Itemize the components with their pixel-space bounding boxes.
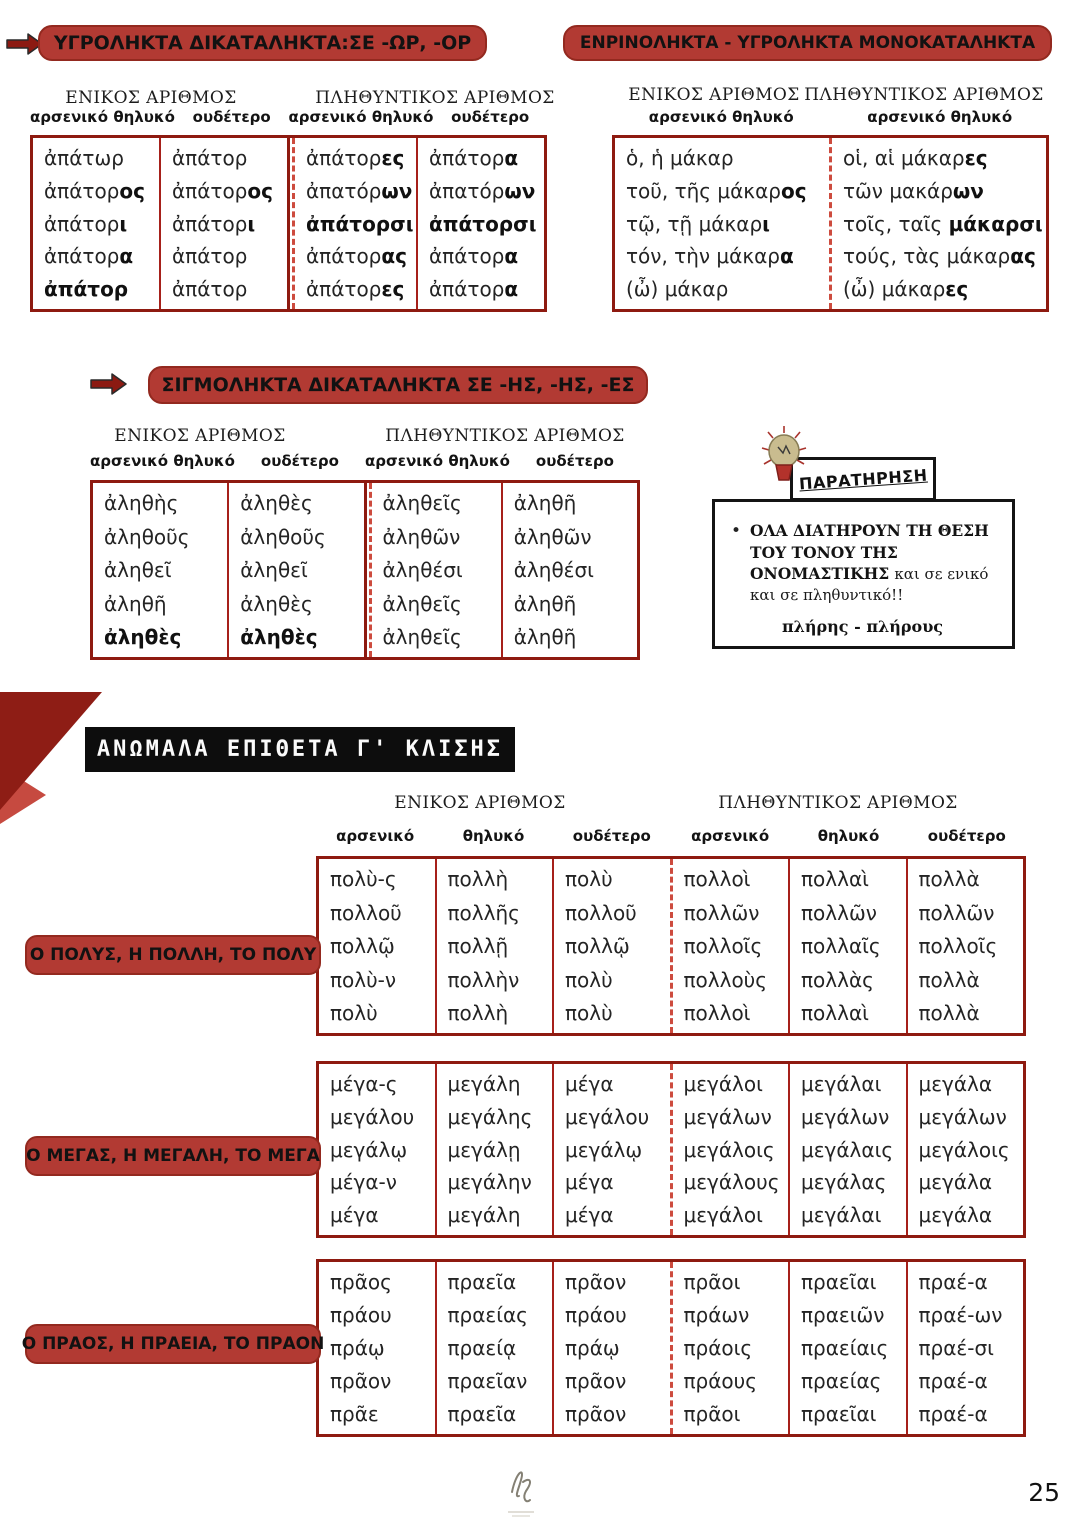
gender-label: ουδέτερο [192, 108, 271, 126]
table-cell: ἀπατόρων [306, 178, 413, 203]
table-cell: πραείας [447, 1303, 528, 1327]
table-cell: ἀπάτορ [44, 277, 129, 301]
table-cell: τοῦ, τῆς μάκαρος [626, 178, 807, 203]
table-cell: πολλοὶ [683, 867, 751, 891]
gender-label: ουδέτερο [927, 827, 1006, 845]
table-cell: ἀπάτωρ [44, 146, 124, 170]
table-cell: μεγάλη [447, 1203, 521, 1227]
table-cell: πολλοὺς [683, 967, 767, 992]
note-example: πλήρης - πλήρους [781, 617, 944, 637]
singular-header: ΕΝΙΚΟΣ ΑΡΙΘΜΟΣ [394, 793, 566, 813]
table-cell: μεγάλας [801, 1170, 887, 1195]
table-cell: μεγάλα [918, 1072, 993, 1096]
table-column [435, 1064, 553, 1235]
table-cell: πραειῶν [801, 1303, 885, 1327]
table-cell: τῶν μακάρων [843, 178, 984, 203]
gender-label: αρσενικό θηλυκό [30, 108, 175, 126]
table-cell: ἀπάτορες [306, 277, 405, 301]
table-column [788, 1262, 906, 1434]
table-cell: πρᾶοι [683, 1270, 741, 1294]
table-column [552, 859, 670, 1033]
table-cell: ἀπάτορα [429, 277, 519, 301]
table-cell: μεγάλων [801, 1104, 890, 1129]
table-column [906, 859, 1024, 1033]
table-cell: πραεῖα [447, 1270, 517, 1294]
table-cell: τοῖς, ταῖς μάκαρσι [843, 211, 1043, 236]
table-column [670, 1064, 789, 1235]
gender-label: ουδέτερο [535, 452, 614, 470]
table-cell: μεγάλης [447, 1104, 533, 1129]
table-cell: μεγάλαι [801, 1203, 882, 1227]
table-cell: πρᾶον [565, 1369, 627, 1393]
table-cell: ἀπατόρων [429, 178, 536, 203]
section2-header: ΕΝΡΙΝΟΛΗΚΤΑ - ΥΓΡΟΛΗΚΤΑ ΜΟΝΟΚΑΤΑΛΗΚΤΑ [563, 25, 1052, 61]
bullet: • [731, 521, 742, 541]
table-cell: ἀληθὲς [104, 625, 182, 649]
table-cell: πράων [683, 1303, 750, 1327]
table-column [319, 859, 435, 1033]
table-cell: πρᾶος [330, 1270, 392, 1294]
table-cell: μεγάλαις [801, 1137, 894, 1162]
table-cell: πολλῷ [565, 934, 630, 958]
table-cell: οἱ, αἱ μάκαρες [843, 146, 988, 170]
table-cell: πρᾶοι [683, 1402, 741, 1426]
gender-label: αρσενικό θηλυκό [648, 108, 794, 126]
table-cell: ἀληθεῖ [104, 558, 172, 582]
table-cell: ἀπάτορ [172, 244, 248, 269]
table-column [670, 1262, 789, 1434]
table-cell: ἀπάτορι [172, 211, 256, 236]
table-cell: μεγάλου [330, 1104, 415, 1129]
table-cell: πολὺ-ν [330, 967, 397, 992]
table-cell: πολλῶν [801, 900, 877, 925]
table-column [287, 138, 416, 309]
table-cell: πολλαὶ [801, 1001, 869, 1025]
table-column [829, 138, 1046, 309]
gender-label: αρσενικό [336, 827, 415, 845]
table-cell: ἀπάτορα [429, 146, 519, 170]
table-cell: πραέ-α [918, 1270, 988, 1294]
table-cell: ἀπάτορσι [429, 211, 537, 236]
table-cell: μεγάλοις [918, 1137, 1010, 1162]
table-column [788, 859, 906, 1033]
table-cell: πολὺ-ς [330, 867, 397, 891]
table-cell: πολὺ [565, 1001, 613, 1025]
table-cell: πρᾶε [330, 1402, 379, 1426]
table-cell: ὁ, ἡ μάκαρ [626, 146, 734, 170]
table-cell: πολλῷ [330, 934, 395, 958]
gender-label: αρσενικό θηλυκό [288, 108, 434, 126]
table-cell: ἀπάτορος [172, 178, 273, 203]
table-cell: ἀληθῆ [513, 591, 577, 616]
table-cell: ἀπάτορος [44, 178, 145, 203]
table-column [670, 859, 789, 1033]
table-cell: ἀληθέσι [382, 558, 463, 582]
table-cell: πολλῶν [683, 900, 760, 925]
table-column [788, 1064, 906, 1235]
table-cell: ἀληθεῖς [382, 591, 462, 616]
table-cell: ἀπάτορα [429, 244, 519, 269]
table-cell: μέγα [330, 1203, 379, 1227]
table-cell: πολλοῖς [918, 934, 998, 958]
table-cell: ἀληθὴς [104, 491, 179, 515]
gender-label: ουδέτερο [451, 108, 530, 126]
table-cell: μεγάλα [918, 1170, 993, 1195]
note-title: ΠΑΡΑΤΗΡΗΣΗ [798, 465, 928, 493]
apator-declension-table [30, 135, 547, 312]
gender-label: αρσενικό θηλυκό [867, 108, 1013, 126]
table-cell: ἀληθεῖ [240, 558, 308, 582]
page-number: 25 [1028, 1478, 1060, 1507]
gender-label: ουδέτερο [260, 452, 339, 470]
section3-header: ΣΙΓΜΟΛΗΚΤΑ ΔΙΚΑΤΑΛΗΚΤΑ ΣΕ -ΗΣ, -ΗΣ, -ΕΣ [148, 366, 648, 404]
note-main-text: ΟΛΑ ΔΙΑΤΗΡΟΥΝ ΤΗ ΘΕΣΗ ΤΟΥ ΤΟΝΟΥ ΤΗΣ ΟΝΟΜΑΣΤΙΚΗΣ [750, 521, 989, 584]
table-cell: μέγα-ς [330, 1072, 398, 1096]
table-cell: ἀπάτορες [306, 146, 405, 170]
alethes-declension-table [90, 480, 640, 660]
table-cell: ἀληθέσι [513, 558, 594, 582]
table-cell: ἀληθῶν [382, 524, 461, 549]
note-rest-text: και σε ενικό και σε πληθυντικό!! [750, 565, 989, 605]
table-cell: πράου [330, 1303, 392, 1327]
praos-declension-table [316, 1259, 1026, 1437]
table-cell: ἀληθῆ [104, 591, 167, 616]
table-column [906, 1262, 1024, 1434]
table-cell: πολλοῦ [565, 900, 637, 925]
table-cell: πολλὰ [918, 967, 980, 992]
table-cell: πράοις [683, 1336, 753, 1360]
table-cell: ἀπάτορας [306, 244, 407, 269]
table-cell: ἀληθοῦς [240, 524, 326, 549]
gender-label: θηλυκό [817, 827, 880, 845]
table-cell: πραεῖαν [447, 1369, 528, 1393]
table-column [33, 138, 159, 309]
table-cell: μέγα [565, 1203, 614, 1227]
polys-label: Ο ΠΟΛΥΣ, Η ΠΟΛΛΗ, ΤΟ ΠΟΛΥ [25, 935, 321, 975]
table-cell: πράῳ [330, 1336, 385, 1360]
table-cell: πράῳ [565, 1336, 620, 1360]
table-cell: τόν, τὴν μάκαρα [626, 244, 794, 269]
table-cell: πολλὴ [447, 1001, 509, 1025]
gender-header-row [30, 108, 547, 126]
table-column [319, 1064, 435, 1235]
table-cell: μεγάλῳ [330, 1137, 408, 1162]
table-cell: πολὺ [565, 867, 613, 891]
table-cell: μεγάλῃ [447, 1137, 521, 1162]
table-cell: πολλοῦ [330, 900, 402, 925]
table-cell: μεγάλου [565, 1104, 650, 1129]
signature-icon [496, 1458, 546, 1520]
table-cell: ἀληθὲς [240, 591, 313, 616]
table-cell: πραέ-α [918, 1402, 988, 1426]
table-cell: πρᾶον [565, 1270, 627, 1294]
arrow-right-icon [90, 372, 128, 396]
table-cell: πρᾶον [565, 1402, 627, 1426]
table-column [501, 483, 637, 657]
table-cell: μεγάλων [918, 1104, 1007, 1129]
megas-declension-table [316, 1061, 1026, 1238]
gender-label: θηλυκό [462, 827, 525, 845]
gender-header-row [90, 452, 640, 470]
table-cell: πολλαῖς [801, 934, 881, 958]
table-cell: μεγάλοι [683, 1072, 763, 1096]
table-column [93, 483, 227, 657]
table-cell: πράου [565, 1303, 627, 1327]
table-cell: μεγάλα [918, 1203, 993, 1227]
table-cell: ἀπάτορ [172, 146, 248, 170]
plural-header: ΠΛΗΘΥΝΤΙΚΟΣ ΑΡΙΘΜΟΣ [804, 85, 1044, 105]
table-cell: μέγα [565, 1170, 614, 1195]
note-box [712, 499, 1015, 649]
table-cell: πραέ-σι [918, 1336, 994, 1360]
table-cell: πραείᾳ [447, 1336, 517, 1360]
table-cell: ἀπάτορι [44, 211, 128, 236]
table-cell: μέγα [565, 1072, 614, 1096]
table-cell: πραέ-α [918, 1369, 988, 1393]
table-cell: μεγάλην [447, 1170, 532, 1195]
table-cell: ἀληθῆ [513, 491, 577, 515]
megas-label: Ο ΜΕΓΑΣ, Η ΜΕΓΑΛΗ, ΤΟ ΜΕΓΑ [25, 1136, 321, 1176]
table-column [319, 1262, 435, 1434]
table-cell: πολλῶν [918, 900, 995, 925]
table-cell: μεγάλους [683, 1170, 780, 1195]
table-column [615, 138, 829, 309]
section4-header: ΑΝΩΜΑΛΑ ΕΠΙΘΕΤΑ Γ' ΚΛΙΣΗΣ [85, 727, 515, 772]
table-column [416, 138, 544, 309]
table-cell: ἀληθὲς [240, 625, 318, 649]
gender-label: αρσενικό θηλυκό [365, 452, 510, 470]
table-cell: ἀπάτορα [44, 244, 134, 269]
polys-declension-table [316, 856, 1026, 1036]
table-cell: πρᾶον [330, 1369, 392, 1393]
plural-header: ΠΛΗΘΥΝΤΙΚΟΣ ΑΡΙΘΜΟΣ [315, 88, 555, 108]
table-cell: (ὦ) μάκαρ [626, 277, 729, 301]
makar-declension-table [612, 135, 1049, 312]
gender-header-row [316, 827, 1026, 845]
table-cell: ἀληθῆ [513, 625, 577, 649]
table-cell: ἀληθῶν [513, 524, 592, 549]
singular-header: ΕΝΙΚΟΣ ΑΡΙΘΜΟΣ [114, 426, 286, 446]
table-cell: ἀπάτορσι [306, 211, 414, 236]
table-cell: μέγα-ν [330, 1170, 397, 1195]
table-cell: πολὺ [565, 967, 613, 992]
plural-header: ΠΛΗΘΥΝΤΙΚΟΣ ΑΡΙΘΜΟΣ [385, 426, 625, 446]
table-cell: πολλὴν [447, 967, 520, 992]
table-column [159, 138, 287, 309]
table-cell: μεγάλῳ [565, 1137, 643, 1162]
table-column [364, 483, 501, 657]
gender-label: αρσενικό [691, 827, 770, 845]
table-cell: μεγάλοι [683, 1203, 763, 1227]
table-cell: πραείας [801, 1369, 882, 1393]
table-cell: πραεῖαι [801, 1270, 877, 1294]
table-cell: πράους [683, 1369, 757, 1393]
table-column [552, 1262, 670, 1434]
table-cell: πολλοῖς [683, 934, 763, 958]
table-cell: μεγάλοις [683, 1137, 775, 1162]
table-cell: πραείαις [801, 1336, 889, 1360]
table-cell: ἀληθεῖς [382, 491, 462, 515]
table-cell: ἀπάτορ [172, 277, 248, 301]
table-cell: πολλῇ [447, 934, 509, 958]
singular-header: ΕΝΙΚΟΣ ΑΡΙΘΜΟΣ [65, 88, 237, 108]
section1-header: ΥΓΡΟΛΗΚΤΑ ΔΙΚΑΤΑΛΗΚΤΑ:ΣΕ -ΩΡ, -ΟΡ [38, 25, 487, 61]
lightbulb-icon [756, 424, 812, 500]
table-column [435, 1262, 553, 1434]
table-cell: πολλὴ [447, 867, 509, 891]
table-column [552, 1064, 670, 1235]
table-cell: πολλαὶ [801, 867, 869, 891]
table-column [435, 859, 553, 1033]
gender-label: ουδέτερο [572, 827, 651, 845]
table-cell: πολλῆς [447, 900, 520, 925]
plural-header: ΠΛΗΘΥΝΤΙΚΟΣ ΑΡΙΘΜΟΣ [718, 793, 958, 813]
table-cell: πραέ-ων [918, 1303, 1003, 1327]
table-cell: μεγάλη [447, 1072, 521, 1096]
table-cell: πολλοὶ [683, 1001, 751, 1025]
table-cell: πολλὰ [918, 1001, 980, 1025]
table-cell: πολὺ [330, 1001, 378, 1025]
table-column [227, 483, 363, 657]
singular-header: ΕΝΙΚΟΣ ΑΡΙΘΜΟΣ [628, 85, 800, 105]
table-cell: τῷ, τῇ μάκαρι [626, 211, 770, 236]
table-cell: ἀληθοῦς [104, 524, 190, 549]
table-cell: πραεῖαι [801, 1402, 877, 1426]
praos-label: Ο ΠΡΑΟΣ, Η ΠΡΑΕΙΑ, ΤΟ ΠΡΑΟΝ [25, 1324, 321, 1364]
table-cell: (ὦ) μάκαρες [843, 277, 969, 301]
table-cell: πολλὰς [801, 967, 874, 992]
table-cell: μεγάλαι [801, 1072, 882, 1096]
table-column [906, 1064, 1024, 1235]
gender-header-row [612, 108, 1049, 126]
table-cell: τούς, τὰς μάκαρας [843, 244, 1036, 269]
table-cell: ἀληθεῖς [382, 625, 462, 649]
gender-label: αρσενικό θηλυκό [90, 452, 235, 470]
table-cell: πραεῖα [447, 1402, 517, 1426]
table-cell: ἀληθὲς [240, 491, 313, 515]
table-cell: πολλὰ [918, 867, 980, 891]
table-cell: μεγάλων [683, 1104, 772, 1129]
